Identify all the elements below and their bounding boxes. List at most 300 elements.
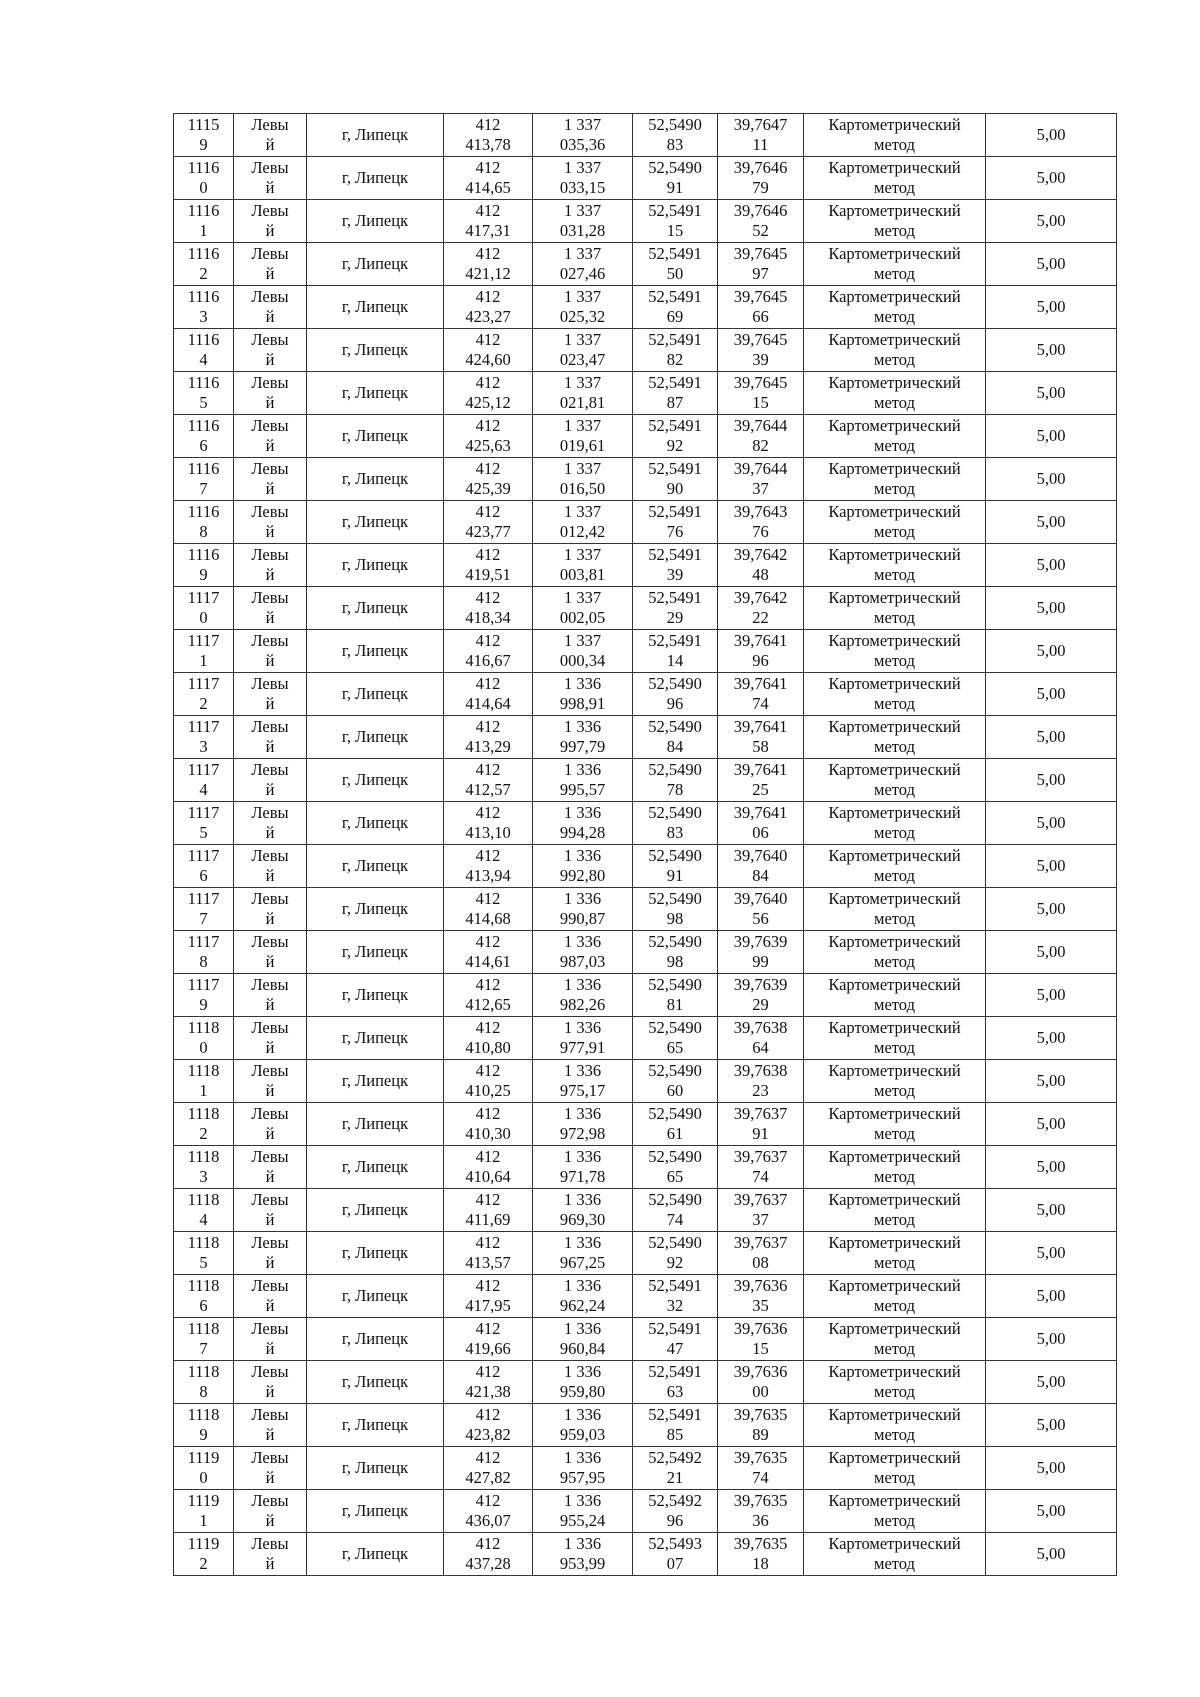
latitude-cell xyxy=(633,974,718,1017)
method-line2: метод xyxy=(874,866,915,885)
longitude-cell xyxy=(718,1275,804,1318)
x-coordinate-line2: 413,57 xyxy=(465,1253,511,1272)
x-coordinate-line1: 412 xyxy=(475,760,501,779)
method-line1: Картометрический xyxy=(828,1233,961,1252)
longitude-line2: 29 xyxy=(752,995,769,1014)
latitude-line2: 84 xyxy=(666,737,684,756)
x-coordinate-cell xyxy=(444,243,533,286)
table-row xyxy=(174,1404,1117,1447)
accuracy-cell xyxy=(986,1189,1117,1232)
settlement-text: г, Липецк xyxy=(341,383,409,402)
accuracy-text: 5,00 xyxy=(1036,1372,1066,1391)
x-coordinate-line2: 413,29 xyxy=(465,737,511,756)
x-coordinate-line1: 412 xyxy=(475,244,501,263)
point-number-cell xyxy=(174,1232,234,1275)
method-line1: Картометрический xyxy=(828,287,961,306)
point-number-line1: 1118 xyxy=(187,1276,220,1295)
table-row xyxy=(174,243,1117,286)
accuracy-text: 5,00 xyxy=(1036,340,1066,359)
latitude-line1: 52,5490 xyxy=(648,674,702,693)
settlement-cell xyxy=(307,157,444,200)
y-coordinate-cell xyxy=(533,888,633,931)
x-coordinate-cell xyxy=(444,931,533,974)
side-cell xyxy=(234,415,307,458)
longitude-cell xyxy=(718,759,804,802)
y-coordinate-line1: 1 337 xyxy=(563,502,602,521)
settlement-text: г, Липецк xyxy=(341,1286,409,1305)
side-line1: Левы xyxy=(251,1104,289,1123)
settlement-cell xyxy=(307,1361,444,1404)
accuracy-text: 5,00 xyxy=(1036,942,1066,961)
y-coordinate-cell xyxy=(533,1232,633,1275)
x-coordinate-cell xyxy=(444,286,533,329)
longitude-line1: 39,7637 xyxy=(733,1147,788,1166)
accuracy-text: 5,00 xyxy=(1036,727,1066,746)
latitude-line1: 52,5490 xyxy=(648,115,702,134)
method-line1: Картометрический xyxy=(828,1276,961,1295)
method-line1: Картометрический xyxy=(828,1405,961,1424)
side-line2: й xyxy=(265,436,275,455)
point-number-line1: 1117 xyxy=(187,760,220,779)
point-number-line1: 1117 xyxy=(187,803,220,822)
side-line2: й xyxy=(265,178,275,197)
settlement-text: г, Липецк xyxy=(341,168,409,187)
method-line2: метод xyxy=(874,909,915,928)
method-line1: Картометрический xyxy=(828,1190,961,1209)
x-coordinate-line1: 412 xyxy=(475,1491,501,1510)
side-cell xyxy=(234,974,307,1017)
point-number-cell xyxy=(174,1361,234,1404)
accuracy-text: 5,00 xyxy=(1036,1286,1066,1305)
latitude-line1: 52,5490 xyxy=(648,1147,702,1166)
point-number-cell xyxy=(174,286,234,329)
y-coordinate-cell xyxy=(533,157,633,200)
x-coordinate-cell xyxy=(444,329,533,372)
point-number-line1: 1118 xyxy=(187,1190,220,1209)
y-coordinate-line1: 1 336 xyxy=(563,803,602,822)
y-coordinate-line1: 1 336 xyxy=(563,1104,602,1123)
longitude-line2: 66 xyxy=(752,307,769,326)
x-coordinate-line2: 436,07 xyxy=(465,1511,511,1530)
x-coordinate-cell xyxy=(444,1232,533,1275)
point-number-line1: 1117 xyxy=(187,717,220,736)
accuracy-text: 5,00 xyxy=(1036,168,1066,187)
settlement-text: г, Липецк xyxy=(341,1329,409,1348)
side-line1: Левы xyxy=(251,330,289,349)
accuracy-cell xyxy=(986,587,1117,630)
accuracy-text: 5,00 xyxy=(1036,1028,1066,1047)
x-coordinate-cell xyxy=(444,1017,533,1060)
point-number-cell xyxy=(174,544,234,587)
side-cell xyxy=(234,114,307,157)
longitude-cell xyxy=(718,415,804,458)
settlement-cell xyxy=(307,1060,444,1103)
method-line2: метод xyxy=(874,1253,915,1272)
y-coordinate-cell xyxy=(533,458,633,501)
y-coordinate-cell xyxy=(533,1060,633,1103)
accuracy-text: 5,00 xyxy=(1036,383,1066,402)
side-line2: й xyxy=(265,866,275,885)
x-coordinate-line1: 412 xyxy=(475,631,501,650)
x-coordinate-line2: 423,27 xyxy=(465,307,511,326)
latitude-line1: 52,5491 xyxy=(648,1276,702,1295)
accuracy-text: 5,00 xyxy=(1036,512,1066,531)
accuracy-cell xyxy=(986,1146,1117,1189)
settlement-cell xyxy=(307,888,444,931)
latitude-line2: 29 xyxy=(666,608,684,627)
latitude-line1: 52,5492 xyxy=(648,1491,702,1510)
table-row xyxy=(174,1146,1117,1189)
x-coordinate-line1: 412 xyxy=(475,158,501,177)
y-coordinate-cell xyxy=(533,587,633,630)
y-coordinate-line1: 1 336 xyxy=(563,1233,602,1252)
method-line2: метод xyxy=(874,522,915,541)
point-number-cell xyxy=(174,501,234,544)
latitude-line1: 52,5493 xyxy=(648,1534,702,1553)
longitude-line2: 84 xyxy=(752,866,769,885)
latitude-cell xyxy=(633,501,718,544)
latitude-line1: 52,5491 xyxy=(648,502,702,521)
settlement-text: г, Липецк xyxy=(341,1028,409,1047)
settlement-text: г, Липецк xyxy=(341,1458,409,1477)
longitude-cell xyxy=(718,501,804,544)
method-line2: метод xyxy=(874,1081,915,1100)
table-row xyxy=(174,544,1117,587)
side-line1: Левы xyxy=(251,115,289,134)
method-line2: метод xyxy=(874,393,915,412)
longitude-cell xyxy=(718,630,804,673)
side-line1: Левы xyxy=(251,1319,289,1338)
latitude-cell xyxy=(633,1103,718,1146)
side-line2: й xyxy=(265,1554,275,1573)
x-coordinate-cell xyxy=(444,802,533,845)
side-line1: Левы xyxy=(251,1405,289,1424)
x-coordinate-line2: 437,28 xyxy=(465,1554,511,1573)
latitude-line1: 52,5490 xyxy=(648,846,702,865)
y-coordinate-line2: 959,80 xyxy=(559,1382,606,1401)
longitude-cell xyxy=(718,243,804,286)
latitude-line2: 65 xyxy=(666,1038,684,1057)
method-line1: Картометрический xyxy=(828,717,961,736)
latitude-cell xyxy=(633,931,718,974)
settlement-cell xyxy=(307,1318,444,1361)
y-coordinate-line2: 959,03 xyxy=(559,1425,606,1444)
method-line2: метод xyxy=(874,780,915,799)
side-line1: Левы xyxy=(251,1233,289,1252)
longitude-line1: 39,7645 xyxy=(733,373,788,392)
side-line1: Левы xyxy=(251,1534,289,1553)
settlement-cell xyxy=(307,114,444,157)
x-coordinate-line1: 412 xyxy=(475,1448,501,1467)
table-body xyxy=(174,114,1117,1576)
table-row xyxy=(174,1103,1117,1146)
accuracy-text: 5,00 xyxy=(1036,254,1066,273)
y-coordinate-line1: 1 336 xyxy=(563,1491,602,1510)
longitude-cell xyxy=(718,1533,804,1576)
method-line1: Картометрический xyxy=(828,932,961,951)
latitude-line2: 14 xyxy=(666,651,684,670)
side-cell xyxy=(234,1189,307,1232)
y-coordinate-line2: 962,24 xyxy=(559,1296,606,1315)
settlement-cell xyxy=(307,286,444,329)
latitude-line2: 98 xyxy=(666,909,684,928)
longitude-line2: 08 xyxy=(752,1253,769,1272)
latitude-line2: 87 xyxy=(666,393,684,412)
accuracy-cell xyxy=(986,1361,1117,1404)
longitude-cell xyxy=(718,372,804,415)
method-line2: метод xyxy=(874,952,915,971)
side-cell xyxy=(234,716,307,759)
y-coordinate-line1: 1 337 xyxy=(563,244,602,263)
method-line2: метод xyxy=(874,1554,915,1573)
method-line2: метод xyxy=(874,1425,915,1444)
latitude-line1: 52,5490 xyxy=(648,889,702,908)
settlement-cell xyxy=(307,501,444,544)
point-number-line1: 1118 xyxy=(187,1319,220,1338)
latitude-line1: 52,5490 xyxy=(648,1018,702,1037)
x-coordinate-line1: 412 xyxy=(475,1147,501,1166)
side-line1: Левы xyxy=(251,1491,289,1510)
settlement-cell xyxy=(307,587,444,630)
accuracy-cell xyxy=(986,716,1117,759)
accuracy-cell xyxy=(986,329,1117,372)
point-number-cell xyxy=(174,243,234,286)
x-coordinate-line2: 412,57 xyxy=(465,780,511,799)
latitude-line2: 50 xyxy=(666,264,684,283)
longitude-line1: 39,7645 xyxy=(733,244,788,263)
side-cell xyxy=(234,501,307,544)
method-cell xyxy=(804,1103,986,1146)
x-coordinate-line1: 412 xyxy=(475,1534,501,1553)
latitude-line1: 52,5491 xyxy=(648,459,702,478)
x-coordinate-line1: 412 xyxy=(475,373,501,392)
longitude-cell xyxy=(718,1060,804,1103)
latitude-cell xyxy=(633,243,718,286)
settlement-cell xyxy=(307,1404,444,1447)
y-coordinate-cell xyxy=(533,974,633,1017)
side-line2: й xyxy=(265,1296,275,1315)
y-coordinate-line2: 990,87 xyxy=(559,909,606,928)
longitude-line1: 39,7641 xyxy=(733,760,788,779)
y-coordinate-cell xyxy=(533,802,633,845)
x-coordinate-line1: 412 xyxy=(475,1319,501,1338)
latitude-line1: 52,5491 xyxy=(648,330,702,349)
settlement-text: г, Липецк xyxy=(341,641,409,660)
latitude-cell xyxy=(633,1232,718,1275)
point-number-line1: 1118 xyxy=(187,1147,220,1166)
settlement-text: г, Липецк xyxy=(341,512,409,531)
point-number-line1: 1116 xyxy=(187,158,220,177)
settlement-text: г, Липецк xyxy=(341,1200,409,1219)
longitude-line2: 35 xyxy=(752,1296,769,1315)
accuracy-text: 5,00 xyxy=(1036,211,1066,230)
longitude-line2: 36 xyxy=(752,1511,769,1530)
settlement-cell xyxy=(307,1189,444,1232)
side-line1: Левы xyxy=(251,674,289,693)
method-line2: метод xyxy=(874,1210,915,1229)
side-line2: й xyxy=(265,1339,275,1358)
method-cell xyxy=(804,587,986,630)
x-coordinate-line2: 412,65 xyxy=(465,995,511,1014)
method-line1: Картометрический xyxy=(828,373,961,392)
settlement-cell xyxy=(307,415,444,458)
longitude-cell xyxy=(718,1318,804,1361)
method-line1: Картометрический xyxy=(828,588,961,607)
y-coordinate-cell xyxy=(533,931,633,974)
point-number-line2: 9 xyxy=(199,1425,208,1444)
y-coordinate-cell xyxy=(533,1533,633,1576)
longitude-line2: 52 xyxy=(752,221,769,240)
table-row xyxy=(174,1017,1117,1060)
x-coordinate-line2: 424,60 xyxy=(465,350,511,369)
latitude-line2: 81 xyxy=(666,995,684,1014)
y-coordinate-cell xyxy=(533,845,633,888)
method-cell xyxy=(804,759,986,802)
longitude-line1: 39,7635 xyxy=(733,1491,788,1510)
latitude-line1: 52,5490 xyxy=(648,1233,702,1252)
point-number-cell xyxy=(174,974,234,1017)
y-coordinate-line1: 1 336 xyxy=(563,760,602,779)
table-row xyxy=(174,630,1117,673)
method-cell xyxy=(804,157,986,200)
longitude-line2: 64 xyxy=(752,1038,769,1057)
y-coordinate-line1: 1 337 xyxy=(563,459,602,478)
side-cell xyxy=(234,845,307,888)
accuracy-cell xyxy=(986,1404,1117,1447)
settlement-cell xyxy=(307,1447,444,1490)
side-line1: Левы xyxy=(251,803,289,822)
longitude-line1: 39,7642 xyxy=(733,588,788,607)
settlement-cell xyxy=(307,1232,444,1275)
x-coordinate-line2: 413,94 xyxy=(465,866,511,885)
longitude-line1: 39,7638 xyxy=(733,1061,788,1080)
longitude-line1: 39,7641 xyxy=(733,803,788,822)
y-coordinate-cell xyxy=(533,1146,633,1189)
side-line1: Левы xyxy=(251,201,289,220)
method-cell xyxy=(804,200,986,243)
y-coordinate-line2: 957,95 xyxy=(559,1468,606,1487)
accuracy-text: 5,00 xyxy=(1036,1071,1066,1090)
accuracy-text: 5,00 xyxy=(1036,856,1066,875)
method-line1: Картометрический xyxy=(828,1448,961,1467)
settlement-text: г, Липецк xyxy=(341,598,409,617)
longitude-line2: 00 xyxy=(752,1382,769,1401)
y-coordinate-line1: 1 336 xyxy=(563,932,602,951)
x-coordinate-line2: 414,61 xyxy=(465,952,511,971)
x-coordinate-cell xyxy=(444,1447,533,1490)
side-line2: й xyxy=(265,264,275,283)
latitude-line2: 82 xyxy=(666,350,684,369)
side-line2: й xyxy=(265,694,275,713)
point-number-line1: 1116 xyxy=(187,459,220,478)
point-number-cell xyxy=(174,1318,234,1361)
settlement-cell xyxy=(307,1490,444,1533)
side-cell xyxy=(234,1318,307,1361)
settlement-text: г, Липецк xyxy=(341,899,409,918)
method-line1: Картометрический xyxy=(828,1147,961,1166)
method-line1: Картометрический xyxy=(828,1018,961,1037)
latitude-line1: 52,5491 xyxy=(648,416,702,435)
method-line1: Картометрический xyxy=(828,115,961,134)
longitude-line2: 23 xyxy=(752,1081,769,1100)
accuracy-cell xyxy=(986,458,1117,501)
y-coordinate-cell xyxy=(533,1189,633,1232)
accuracy-cell xyxy=(986,931,1117,974)
longitude-line2: 15 xyxy=(752,1339,769,1358)
side-line1: Левы xyxy=(251,416,289,435)
table-row xyxy=(174,1189,1117,1232)
point-number-line2: 0 xyxy=(199,1038,208,1057)
y-coordinate-line2: 027,46 xyxy=(559,264,606,283)
latitude-line2: 61 xyxy=(666,1124,684,1143)
point-number-line1: 1116 xyxy=(187,330,220,349)
side-cell xyxy=(234,1146,307,1189)
x-coordinate-line2: 421,38 xyxy=(465,1382,511,1401)
x-coordinate-line2: 421,12 xyxy=(465,264,511,283)
x-coordinate-line2: 410,30 xyxy=(465,1124,511,1143)
side-line2: й xyxy=(265,780,275,799)
method-cell xyxy=(804,114,986,157)
point-number-line1: 1117 xyxy=(187,889,220,908)
y-coordinate-line1: 1 336 xyxy=(563,1534,602,1553)
settlement-text: г, Липецк xyxy=(341,340,409,359)
side-line2: й xyxy=(265,1425,275,1444)
x-coordinate-line2: 418,34 xyxy=(465,608,511,627)
longitude-line1: 39,7644 xyxy=(733,459,788,478)
y-coordinate-line1: 1 336 xyxy=(563,1190,602,1209)
x-coordinate-cell xyxy=(444,1060,533,1103)
y-coordinate-cell xyxy=(533,1361,633,1404)
method-line2: метод xyxy=(874,1382,915,1401)
y-coordinate-line2: 023,47 xyxy=(559,350,606,369)
accuracy-cell xyxy=(986,1103,1117,1146)
side-line2: й xyxy=(265,1038,275,1057)
side-line1: Левы xyxy=(251,1018,289,1037)
side-line1: Левы xyxy=(251,631,289,650)
y-coordinate-line1: 1 337 xyxy=(563,287,602,306)
method-line1: Картометрический xyxy=(828,545,961,564)
x-coordinate-line1: 412 xyxy=(475,588,501,607)
side-line1: Левы xyxy=(251,1276,289,1295)
longitude-line1: 39,7638 xyxy=(733,1018,788,1037)
y-coordinate-line2: 994,28 xyxy=(559,823,606,842)
y-coordinate-cell xyxy=(533,114,633,157)
longitude-line2: 22 xyxy=(752,608,769,627)
y-coordinate-line2: 025,32 xyxy=(559,307,606,326)
point-number-line2: 2 xyxy=(199,264,208,283)
y-coordinate-cell xyxy=(533,415,633,458)
latitude-cell xyxy=(633,1490,718,1533)
side-line2: й xyxy=(265,1081,275,1100)
side-line1: Левы xyxy=(251,1190,289,1209)
x-coordinate-cell xyxy=(444,501,533,544)
point-number-cell xyxy=(174,1017,234,1060)
x-coordinate-cell xyxy=(444,716,533,759)
side-line2: й xyxy=(265,350,275,369)
y-coordinate-line2: 000,34 xyxy=(559,651,606,670)
point-number-line2: 6 xyxy=(199,1296,208,1315)
y-coordinate-line2: 992,80 xyxy=(559,866,606,885)
y-coordinate-line1: 1 336 xyxy=(563,1147,602,1166)
x-coordinate-cell xyxy=(444,1189,533,1232)
side-line1: Левы xyxy=(251,1448,289,1467)
method-line1: Картометрический xyxy=(828,1061,961,1080)
side-line2: й xyxy=(265,307,275,326)
longitude-line2: 99 xyxy=(752,952,769,971)
accuracy-text: 5,00 xyxy=(1036,1329,1066,1348)
table-row xyxy=(174,458,1117,501)
side-line2: й xyxy=(265,737,275,756)
